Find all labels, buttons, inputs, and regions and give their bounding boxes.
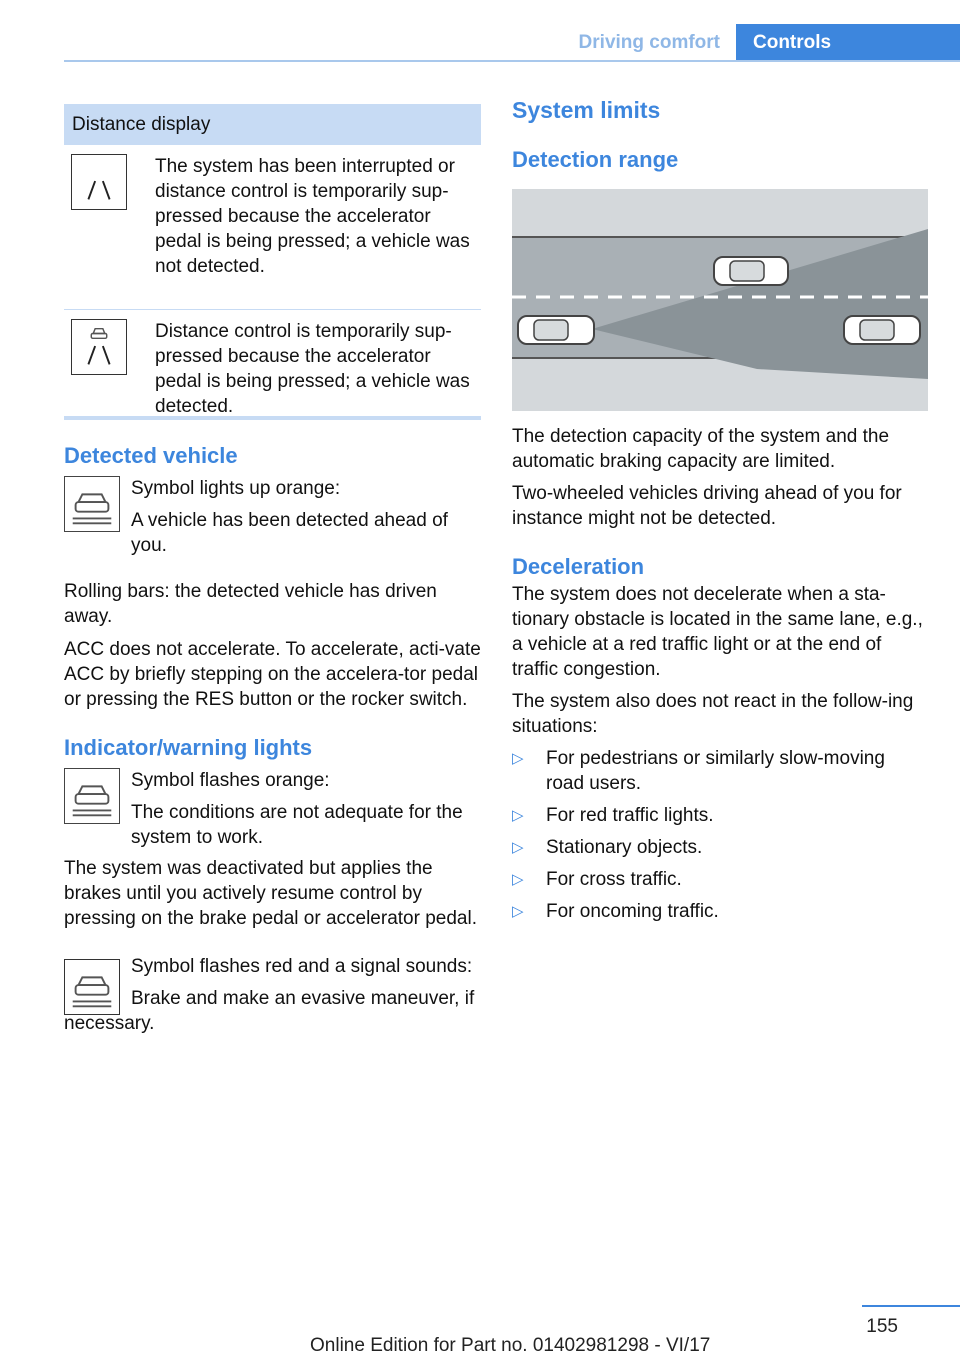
system-limits-heading: System limits — [512, 97, 661, 123]
vehicle-own — [518, 316, 594, 344]
footer-divider — [862, 1305, 960, 1307]
paragraph: The system does not decelerate when a sta-tionary obstacle is located in the same lane, e.g., a vehicle at a red traffic light or at the end of traffic congestion. — [512, 584, 923, 680]
right-column — [512, 96, 928, 931]
detected-vehicle-heading: Detected vehicle — [64, 443, 238, 468]
distance-bars-icon — [71, 154, 127, 210]
page-number: 155 — [866, 1316, 898, 1337]
table-row — [64, 310, 481, 420]
paragraph: ACC does not accelerate. To accelerate, acti-vate ACC by briefly stepping on the accelera-tor pedal or pressing the RES button or the rocker switch. — [64, 639, 481, 710]
vehicle-warning-icon — [64, 768, 120, 824]
indicator-symbol-block — [64, 768, 481, 857]
paragraph: Two-wheeled vehicles driving ahead of you for instance might not be detected. — [512, 483, 902, 529]
table-header: Distance display — [64, 104, 481, 145]
edition-note: Online Edition for Part no. 01402981298 - VI/17 — [310, 1335, 711, 1356]
symbol-description: Symbol flashes red and a signal sounds: — [131, 956, 473, 977]
paragraph: Rolling bars: the detected vehicle has driven away. — [64, 581, 437, 627]
detected-vehicle-symbol-block — [64, 476, 481, 565]
detection-range-diagram — [512, 189, 928, 411]
detection-range-heading: Detection range — [512, 147, 679, 172]
indicator-heading: Indicator/warning lights — [64, 735, 313, 760]
vehicle-adjacent-lane — [714, 257, 788, 285]
situation-list — [512, 746, 928, 924]
header-divider — [64, 60, 960, 62]
paragraph: The detection capacity of the system and the automatic braking capacity are limited. — [512, 426, 890, 472]
symbol-description: Symbol flashes orange: — [131, 770, 330, 791]
bullet-triangle-icon: ▷ — [512, 750, 524, 767]
symbol-detail: Brake and make an evasive maneuver, if necessary. — [64, 988, 475, 1034]
deceleration-heading: Deceleration — [512, 554, 645, 579]
table-cell-text: The system has been interrupted or distance control is temporarily sup-pressed because the accelerator pedal is being pressed; a vehicle was not detected. — [155, 156, 470, 277]
list-item: ▷ Stationary objects. — [512, 837, 703, 858]
header-section-tab: Controls — [736, 24, 960, 62]
list-item: ▷ For cross traffic. — [512, 869, 682, 890]
bullet-triangle-icon: ▷ — [512, 903, 524, 920]
list-item: ▷ For pedestrians or similarly slow-moving road users. — [512, 748, 885, 794]
symbol-description: Symbol lights up orange: — [131, 478, 341, 499]
paragraph: The system was deactivated but applies the brakes until you actively resume control by pressing on the brake pedal or accelerator pedal. — [64, 858, 477, 929]
symbol-detail: A vehicle has been detected ahead of you. — [131, 510, 448, 556]
list-item: ▷ For oncoming traffic. — [512, 901, 719, 922]
bullet-triangle-icon: ▷ — [512, 839, 524, 856]
vehicle-ahead — [844, 316, 920, 344]
table-cell-text: Distance control is temporarily sup-pressed because the accelerator pedal is being pressed; a vehicle was detected. — [155, 321, 470, 417]
paragraph: The system also does not react in the follow-ing situations: — [512, 691, 914, 737]
symbol-detail: The conditions are not adequate for the system to work. — [131, 802, 463, 848]
bullet-triangle-icon: ▷ — [512, 807, 524, 824]
bullet-triangle-icon: ▷ — [512, 871, 524, 888]
left-column — [64, 104, 481, 1036]
table-row — [64, 145, 481, 310]
list-item: ▷ For red traffic lights. — [512, 805, 714, 826]
distance-bars-vehicle-icon — [71, 319, 127, 375]
header-chapter: Driving comfort — [578, 32, 720, 53]
vehicle-detected-icon — [64, 476, 120, 532]
vehicle-red-warning-icon — [64, 959, 120, 1015]
distance-display-table — [64, 104, 481, 420]
red-warning-block — [64, 954, 481, 1036]
